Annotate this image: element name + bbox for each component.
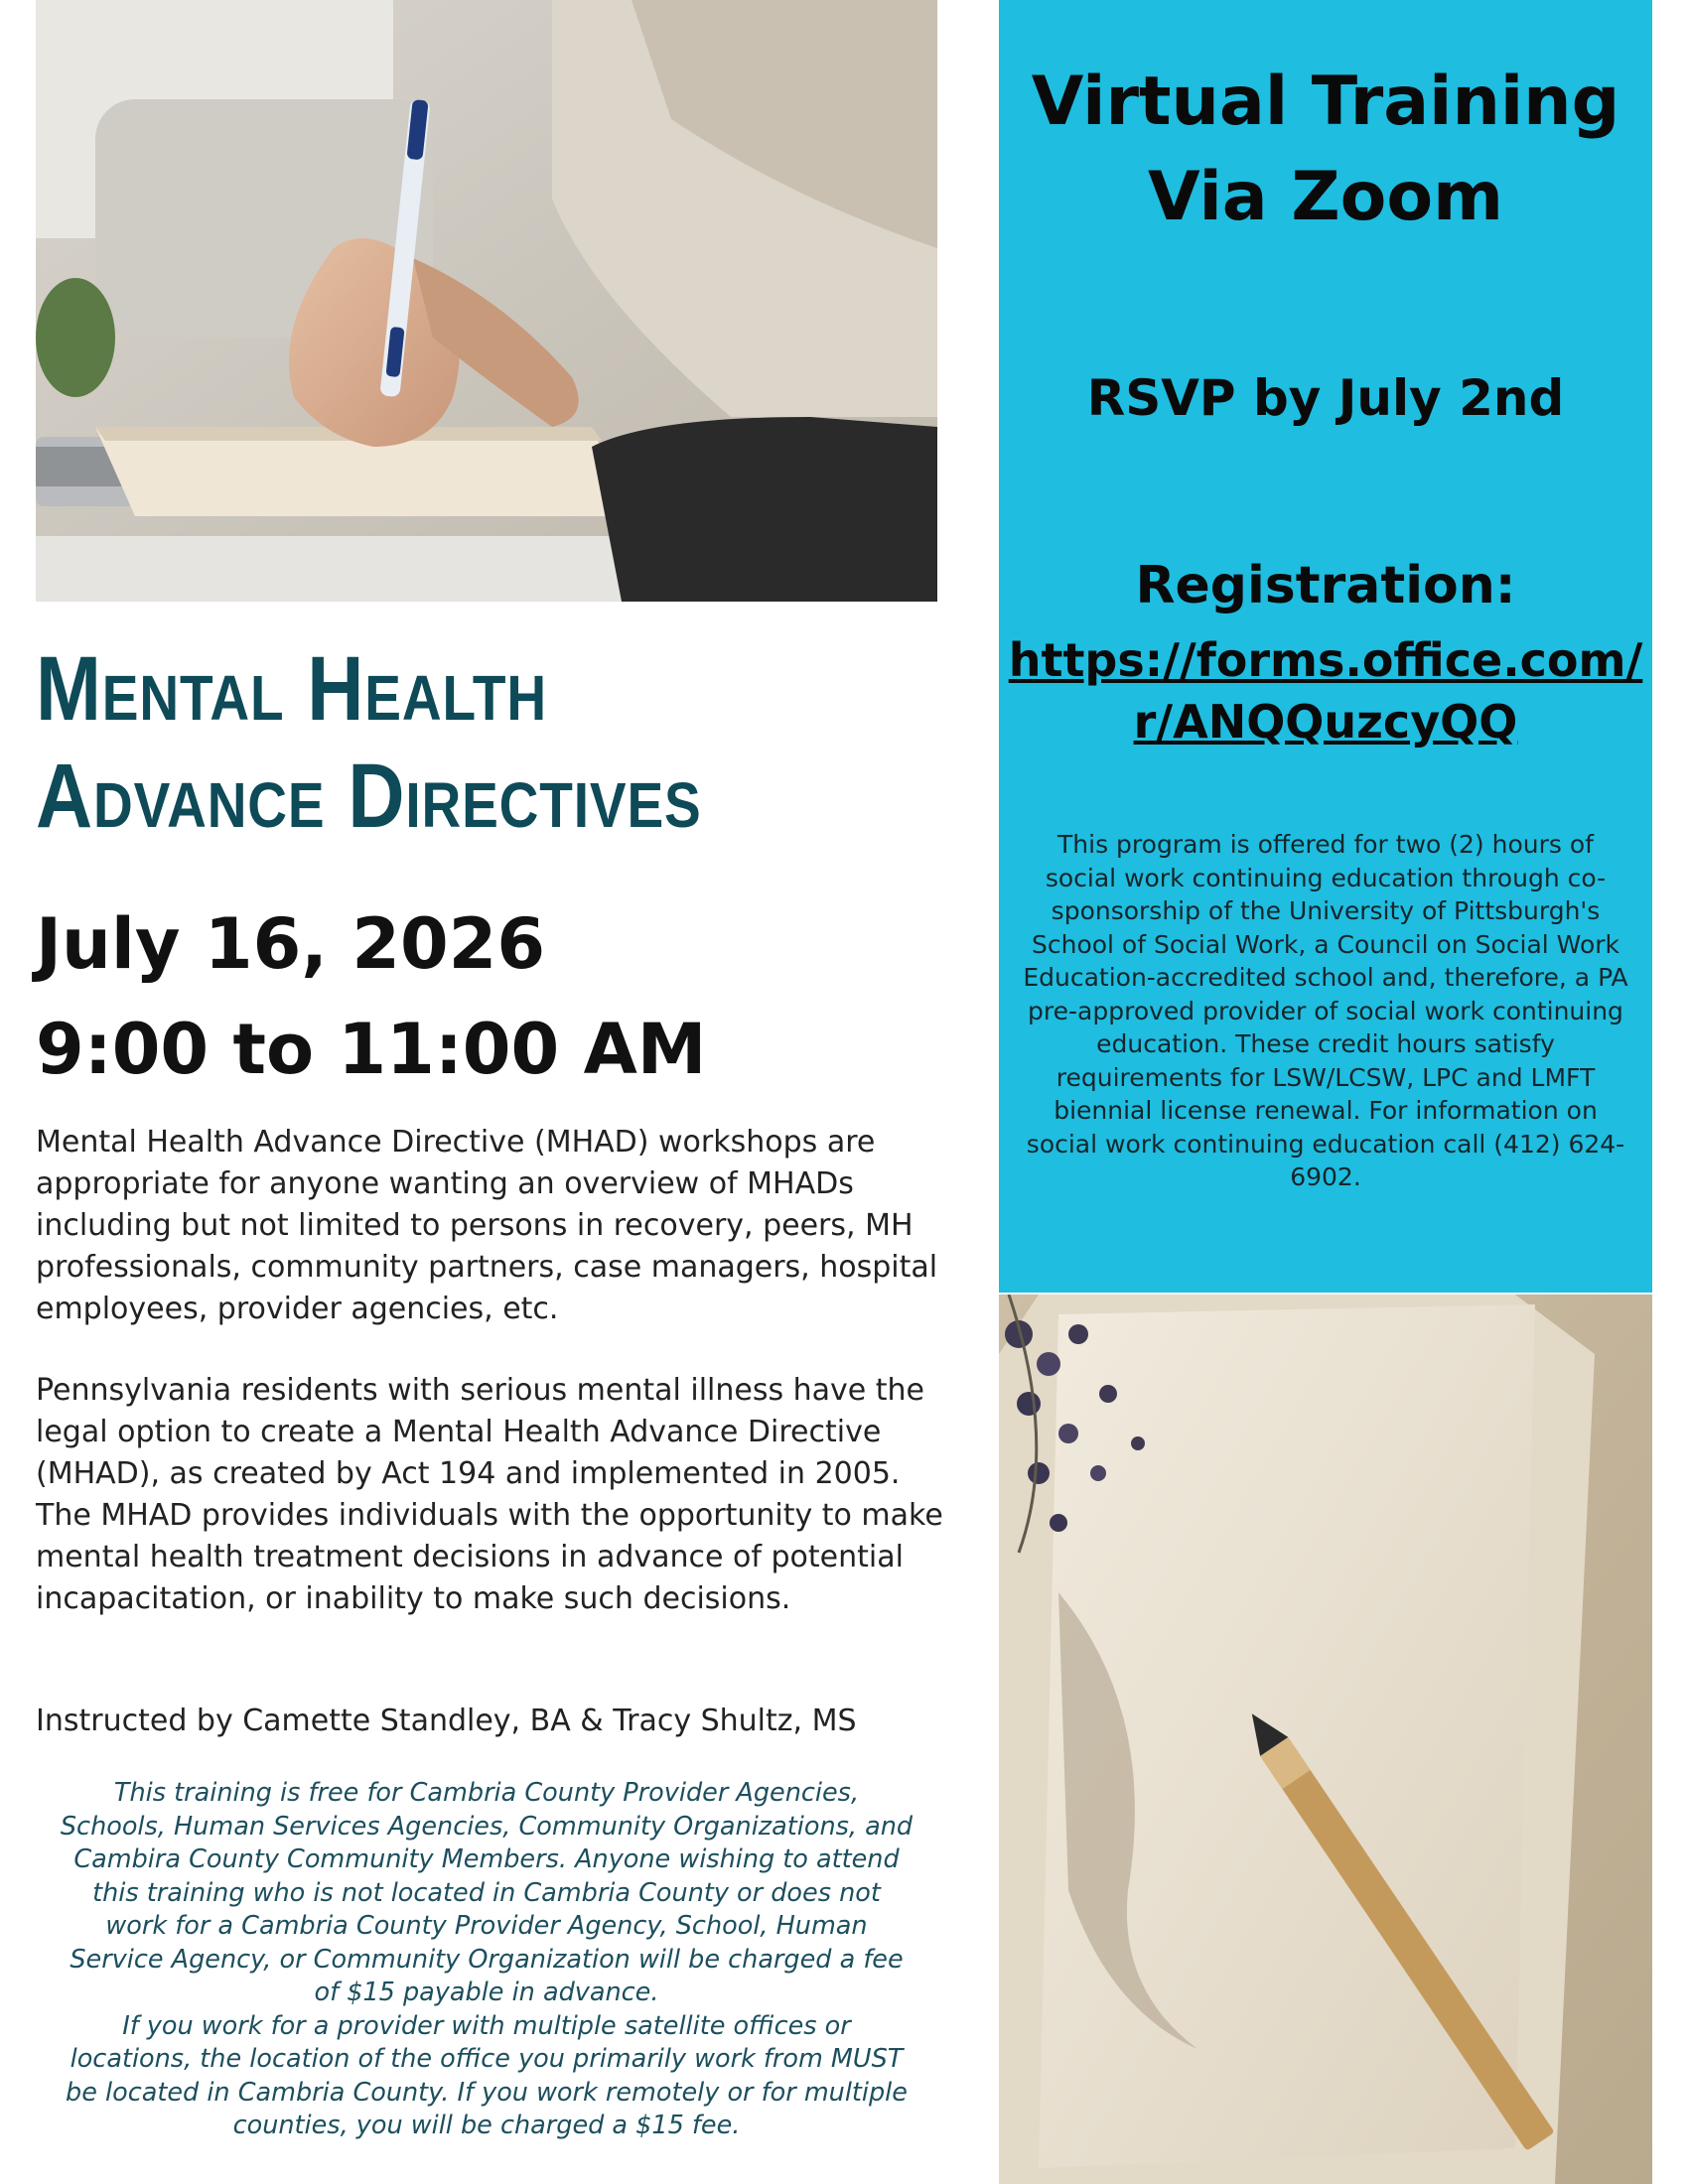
rsvp-deadline: RSVP by July 2nd (1086, 369, 1565, 427)
photo-writing-hand (36, 0, 937, 602)
event-time: 9:00 to 11:00 AM (36, 1009, 707, 1090)
registration-label: Registration: (1135, 556, 1516, 615)
registration-link[interactable] (999, 629, 1652, 752)
title-line-2: Advance Directives (36, 746, 702, 847)
heading-line-2: Via Zoom (1148, 158, 1503, 236)
virtual-training-heading (999, 55, 1652, 245)
title-line-1: Mental Health (36, 638, 547, 740)
info-panel (999, 0, 1652, 1293)
registration-link-line-2[interactable]: r/ANQQuzcyQQ (1133, 695, 1518, 749)
notebook-pencil-illustration (999, 1295, 1652, 2184)
writing-hand-illustration (36, 0, 937, 602)
heading-line-1: Virtual Training (1031, 63, 1620, 141)
instructors-line: Instructed by Camette Standley, BA & Tracy Shultz, MS (36, 1704, 857, 1738)
description-paragraph-1: Mental Health Advance Directive (MHAD) workshops are appropriate for anyone wanting an overview of MHADs including but not limited to persons in recovery, peers, MH professionals, community partners, case managers, hospital employees, provider agencies, etc. (36, 1125, 938, 1326)
event-date: July 16, 2026 (36, 903, 546, 985)
description-paragraph-2: Pennsylvania residents with serious mental illness have the legal option to create a Mental Health Advance Directive (MHAD), as created by Act 194 and implemented in 2005. The MHAD provides individuals with the opportunity to make mental health treatment decisions in advance of potential incapacitation, or inability to make such decisions. (36, 1373, 943, 1616)
registration-link-line-1[interactable]: https://forms.office.com/ (1008, 633, 1643, 687)
fee-notice-paragraph-1: This training is free for Cambria County Provider Agencies, Schools, Human Services Agencies, Community Organizations, and Cambira County Community Members. Anyone wishing to attend this training who is not located in Cambria County or does not work for a Cambria County Provider Agency, School, Human Service Agency, or Community Organization will be charged a fee of $15 payable in advance. (60, 1778, 914, 2007)
event-title (36, 635, 821, 850)
fee-notice (60, 1777, 914, 2143)
photo-notebook-pencil (999, 1295, 1652, 2184)
fee-notice-paragraph-2: If you work for a provider with multiple satellite offices or locations, the location of the office you primarily work from MUST be located in Cambria County. If you work remotely or for multiple counties, you will be charged a $15 fee. (66, 2010, 908, 2140)
continuing-education-info: This program is offered for two (2) hours of social work continuing education through co-sponsorship of the University of Pittsburgh's School of Social Work, a Council on Social Work Education-accredited school and, therefore, a PA pre-approved provider of social work continuing education. These credit hours satisfy requirements for LSW/LCSW, LPC and LMFT biennial license renewal. For information on social work continuing education call (412) 624-6902. (1023, 830, 1628, 1191)
